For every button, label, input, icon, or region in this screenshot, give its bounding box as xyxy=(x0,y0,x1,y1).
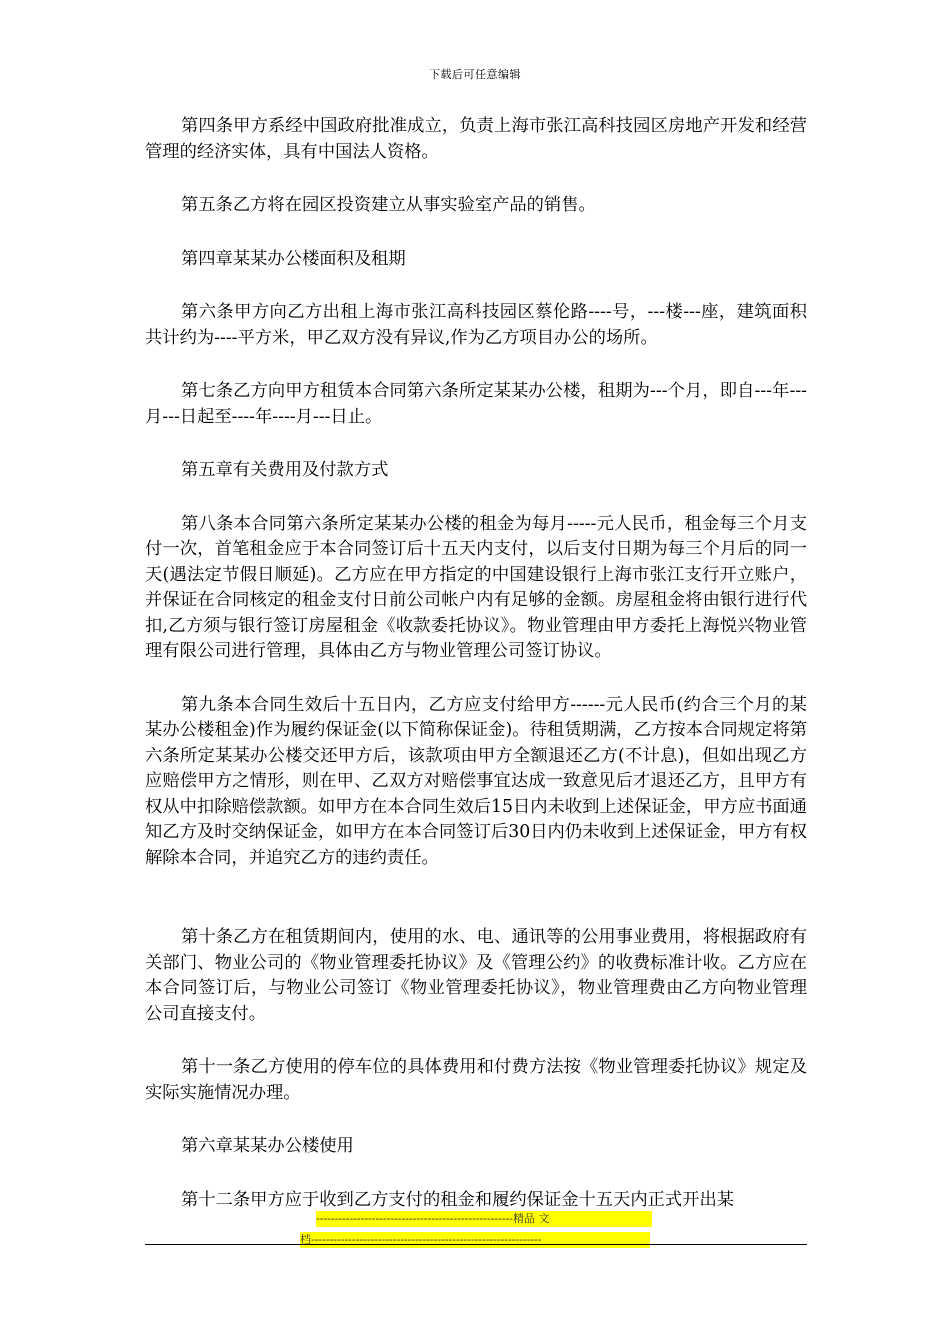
page-header-note: 下载后可任意编辑 xyxy=(429,68,521,81)
footer-line-1: -----------------------------------------------------精品 文 xyxy=(316,1211,652,1227)
article-10: 第十条乙方在租赁期间内，使用的水、电、通讯等的公用事业费用，将根据政府有关部门、物业公司的《物业管理委托协议》及《管理公约》的收费标准计收。乙方应在本合同签订后，与物业公司签订《物业管理委托协议》，物业管理费由乙方向物业管理公司直接支付。 xyxy=(145,927,807,1024)
article-9: 第九条本合同生效后十五日内，乙方应支付给甲方------元人民币(约合三个月的某某办公楼租金)作为履约保证金(以下简称保证金)。待租赁期满，乙方按本合同规定将第六条所定某某办公楼交还甲方后，该款项由甲方全额退还乙方(不计息)，但如出现乙方应赔偿甲方之情形，则在甲、乙双方对赔偿事宜达成一致意见后才退还乙方，且甲方有权从中扣除赔偿款额。如甲方在本合同生效后15日内未收到上述保证金，甲方应书面通知乙方及时交纳保证金，如甲方在本合同签订后30日内仍未收到上述保证金，甲方有权解除本合同，并追究乙方的违约责任。 xyxy=(145,694,807,868)
article-8: 第八条本合同第六条所定某某办公楼的租金为每月-----元人民币，租金每三个月支付一次，首笔租金应于本合同签订后十五天内支付，以后支付日期为每三个月后的同一天(遇法定节假日顺延)。乙方应在甲方指定的中国建设银行上海市张江支行开立账户，并保证在合同核定的租金支付日前公司帐户内有足够的金额。房屋租金将由银行进行代扣,乙方须与银行签订房屋租金《收款委托协议》。物业管理由甲方委托上海悦兴物业管理有限公司进行管理，具体由乙方与物业管理公司签订协议。 xyxy=(145,513,807,661)
article-6: 第六条甲方向乙方出租上海市张江高科技园区蔡伦路----号，---楼---座，建筑面积共计约为----平方米，甲乙双方没有异议,作为乙方项目办公的场所。 xyxy=(145,302,807,348)
chapter-5-heading: 第五章有关费用及付款方式 xyxy=(181,460,389,480)
footer-watermark xyxy=(300,1211,652,1253)
article-7: 第七条乙方向甲方租赁本合同第六条所定某某办公楼，租期为---个月，即自---年---月---日起至----年----月---日止。 xyxy=(145,381,807,427)
article-11: 第十一条乙方使用的停车位的具体费用和付费方法按《物业管理委托协议》规定及实际实施情况办理。 xyxy=(145,1057,807,1103)
article-5: 第五条乙方将在园区投资建立从事实验室产品的销售。 xyxy=(181,195,596,215)
chapter-4-heading: 第四章某某办公楼面积及租期 xyxy=(181,248,406,269)
chapter-6-heading: 第六章某某办公楼使用 xyxy=(181,1136,354,1156)
article-4: 第四条甲方系经中国政府批准成立，负责上海市张江高科技园区房地产开发和经营管理的经济实体，具有中国法人资格。 xyxy=(145,116,807,162)
footer-line-2: 档-------------------------------------------------------------- xyxy=(300,1232,650,1248)
document-body xyxy=(145,114,807,1213)
article-12: 第十二条甲方应于收到乙方支付的租金和履约保证金十五天内正式开出某 xyxy=(181,1189,735,1210)
footer-divider xyxy=(145,1244,807,1245)
